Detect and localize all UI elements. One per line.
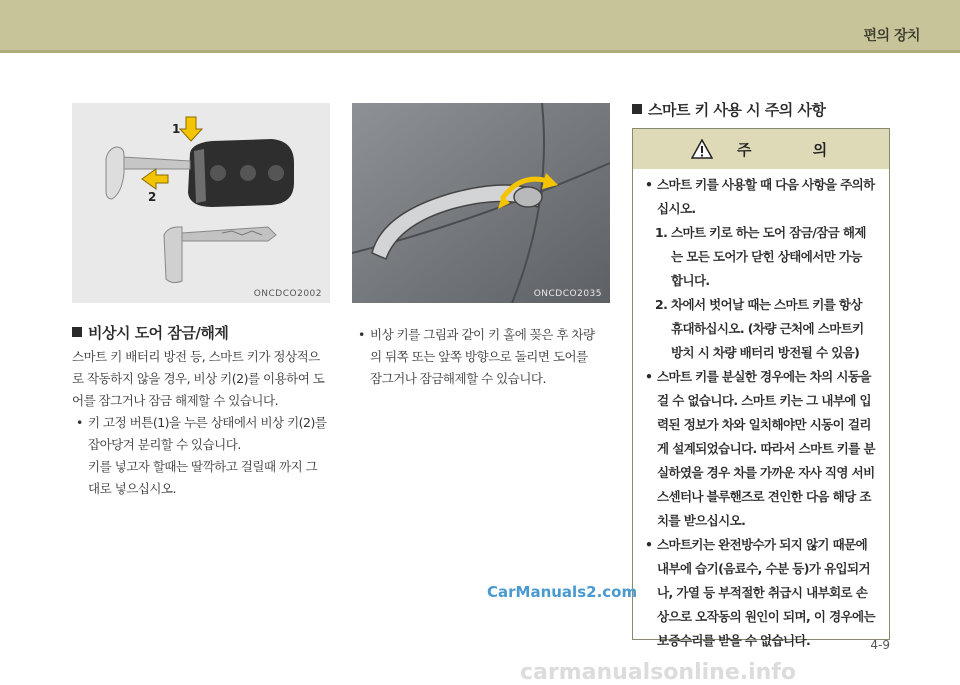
- page-number: 4-9: [870, 638, 890, 652]
- callout-2: 2: [148, 190, 157, 204]
- bullet-dot: •: [645, 369, 653, 384]
- section-heading-smart-key-caution: 스마트 키 사용 시 주의 사항: [632, 99, 826, 120]
- figure-code: ONCDCO2002: [253, 289, 322, 299]
- caution-item: • 스마트 키를 분실한 경우에는 차의 시동을 걸 수 없습니다. 스마트 키는 그 내부에 입 력된 정보가 차와 일치해야만 시동이 걸리 게 설계되었습니다. 따라서 스마트 키를 분 실하였을 경우 차를 가까운 자사 직영 서비 스센터나 블루핸즈로 견인한 다음 해당 조 치를 받으십시오.: [643, 365, 883, 533]
- smart-key-illustration: [72, 103, 330, 303]
- section1-paragraph: 스마트 키 배터리 방전 등, 스마트 키가 정상적으 로 작동하지 않을 경우, 비상 키(2)를 이용하여 도 어를 잠그거나 잠금 해제할 수 있습니다.: [72, 349, 325, 408]
- caution-subitem: 2. 차에서 벗어날 때는 스마트 키를 항상 휴대하십시오. (차량 근처에 스마트키 방치 시 차량 배터리 방전될 수 있음): [655, 297, 864, 360]
- caution-body: [643, 173, 883, 653]
- square-bullet-icon: [72, 327, 82, 337]
- smart-key-figure: [72, 103, 330, 303]
- section-heading-emergency-lock: 비상시 도어 잠금/해제: [72, 322, 228, 343]
- door-handle-figure: [352, 103, 610, 303]
- header-rule: [0, 50, 960, 53]
- caution-subitem: 1. 스마트 키로 하는 도어 잠금/잠금 해제 는 모든 도어가 닫힌 상태에서만 가능 합니다.: [655, 225, 866, 288]
- bullet-dot: •: [76, 415, 83, 430]
- footer-watermark: carmanualsonline.info: [520, 660, 796, 685]
- header-bar: [0, 0, 960, 50]
- caution-item: • 스마트키는 완전방수가 되지 않기 때문에 내부에 습기(음료수, 수분 등)가 유입되거 나, 가열 등 부적절한 취급시 내부회로 손 상으로 오작동의 원인이 되며, 이 경우에는 보증수리를 받을 수 없습니다.: [643, 533, 883, 653]
- warning-triangle-icon: [691, 139, 713, 159]
- bullet-dot: •: [645, 177, 653, 192]
- section2-bullet: • 비상 키를 그림과 같이 키 홀에 꽂은 후 차량 의 뒤쪽 또는 앞쪽 방향으로 돌리면 도어를 잠그거나 잠금해제할 수 있습니다.: [370, 324, 620, 390]
- square-bullet-icon: [632, 104, 642, 114]
- caution-title: 주 의: [737, 141, 856, 159]
- caution-header: [633, 129, 889, 169]
- page-section-title: 편의 장치: [863, 28, 920, 44]
- door-handle-illustration: [352, 103, 610, 303]
- watermark-link[interactable]: CarManuals2.com: [487, 583, 638, 601]
- section1-bullet: • 키 고정 버튼(1)을 누른 상태에서 비상 키(2)를 잡아당겨 분리할 수 있습니다. 키를 넣고자 할때는 딸깍하고 걸릴때 까지 그 대로 넣으십시오.: [88, 412, 338, 500]
- bullet-dot: •: [358, 327, 365, 342]
- bullet-dot: •: [645, 537, 653, 552]
- callout-1: 1: [172, 122, 181, 136]
- caution-item: • 스마트 키를 사용할 때 다음 사항을 주의하 십시오.: [643, 173, 883, 221]
- figure-code: ONCDCO2035: [533, 289, 602, 299]
